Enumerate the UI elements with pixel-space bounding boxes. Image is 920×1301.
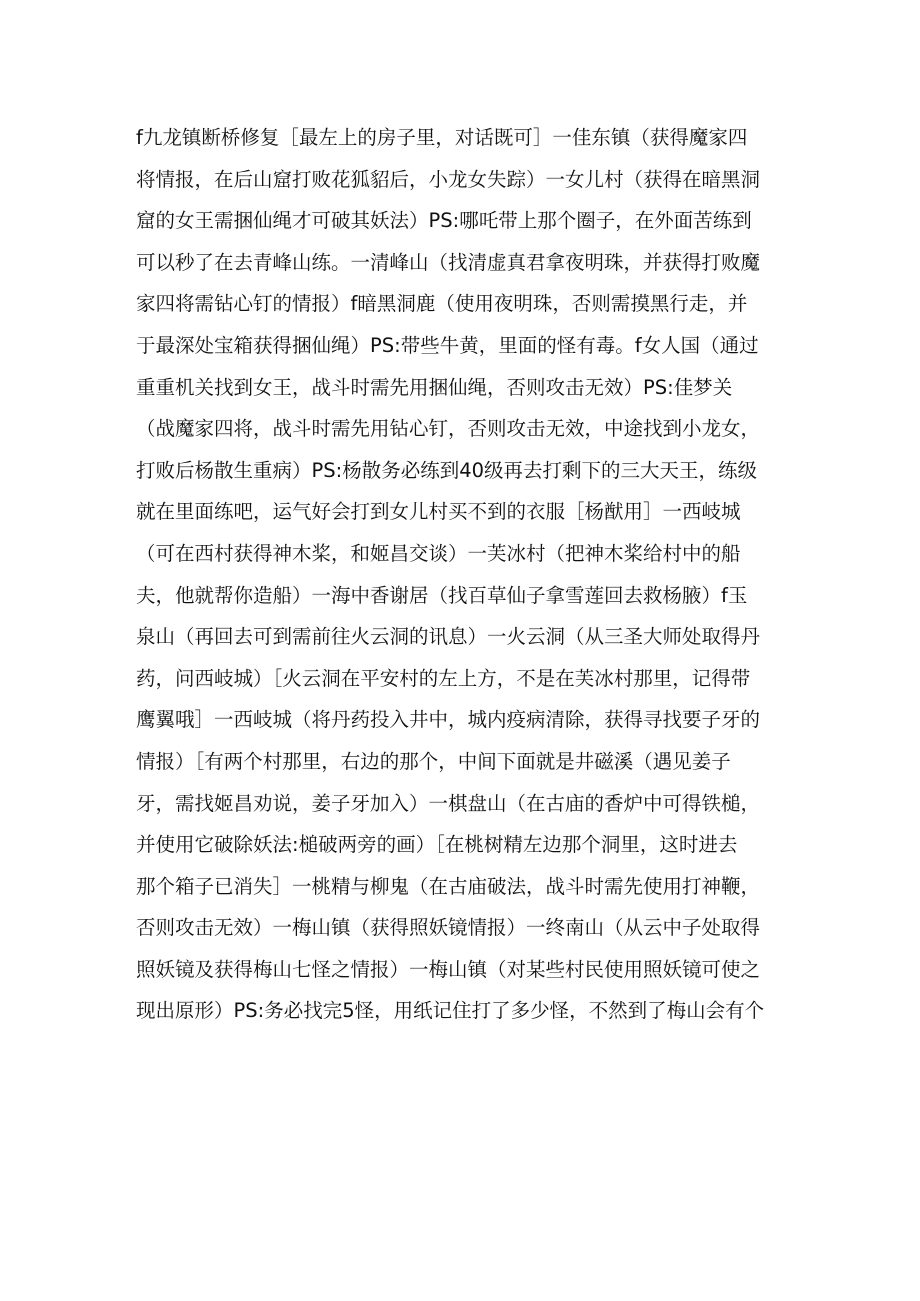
text-line: 并使用它破除妖法:槌破两旁的画）［在桃树精左边那个洞里，这时进去 xyxy=(136,833,738,857)
text-line: 重重机关找到女王，战斗时需先用捆仙绳，否则攻击无效）PS:佳梦关 xyxy=(136,375,733,399)
text-line: f九龙镇断桥修复［最左上的房子里，对话既可］一佳东镇（获得魔家四 xyxy=(136,126,748,149)
text-line: 可以秒了在去青峰山练。一清峰山（找清虚真君拿夜明珠，并获得打败魔 xyxy=(136,250,761,274)
text-line: 就在里面练吧，运气好会打到女儿村买不到的衣服［杨猷用］一西岐城 xyxy=(136,500,741,524)
text-line: 窟的女王需捆仙绳才可破其妖法）PS:哪吒带上那个圈子，在外面苦练到 xyxy=(136,209,752,233)
text-line: 泉山（再回去可到需前往火云洞的讯息）一火云洞（从三圣大师处取得丹 xyxy=(136,625,761,649)
text-line: （战魔家四将，战斗时需先用钻心钉，否则攻击无效，中途找到小龙女， xyxy=(136,417,761,441)
text-line: 现出原形）PS:务必找完5怪，用纸记住打了多少怪，不然到了梅山会有个 xyxy=(136,999,765,1023)
text-line: 照妖镜及获得梅山七怪之情报）一梅山镇（对某些村民使用照妖镜可使之 xyxy=(136,957,761,981)
text-line: 药，问西岐城）［火云洞在平安村的左上方，不是在芙冰村那里，记得带 xyxy=(136,666,751,690)
text-line: 将情报，在后山窟打败花狐貂后，小龙女失踪）一女儿村（获得在暗黑洞 xyxy=(136,167,761,191)
text-line: 牙，需找姬昌劝说，姜子牙加入）一棋盘山（在古庙的香炉中可得铁槌， xyxy=(136,791,761,815)
text-line: 鹰翼哦］一西岐城（将丹药投入井中，城内疫病清除，获得寻找要子牙的 xyxy=(136,708,761,732)
text-line: （可在西村获得神木桨，和姬昌交谈）一芙冰村（把神木桨给村中的船 xyxy=(136,541,741,565)
text-line: 夫，他就帮你造船）一海中香谢居（找百草仙子拿雪莲回去救杨腋）f玉 xyxy=(136,583,748,607)
text-line: 否则攻击无效）一梅山镇（获得照妖镜情报）一终南山（从云中子处取得 xyxy=(136,916,761,940)
text-line: 于最深处宝箱获得捆仙绳）PS:带些牛黄，里面的怪有毒。f女人国（通过 xyxy=(136,333,759,357)
text-line: 情报）［有两个村那里，右边的那个，中间下面就是井磁溪（遇见姜子 xyxy=(136,749,731,773)
walkthrough-text xyxy=(136,117,796,1032)
text-line: 打败后杨散生重病）PS:杨散务必练到40级再去打剩下的三大天王，练级 xyxy=(136,458,758,482)
text-line: 那个箱子已消失］一桃精与柳鬼（在古庙破法，战斗时需先使用打神鞭， xyxy=(136,874,761,898)
text-line: 家四将需钻心钉的情报）f暗黑洞鹿（使用夜明珠，否则需摸黑行走，并 xyxy=(136,292,748,316)
